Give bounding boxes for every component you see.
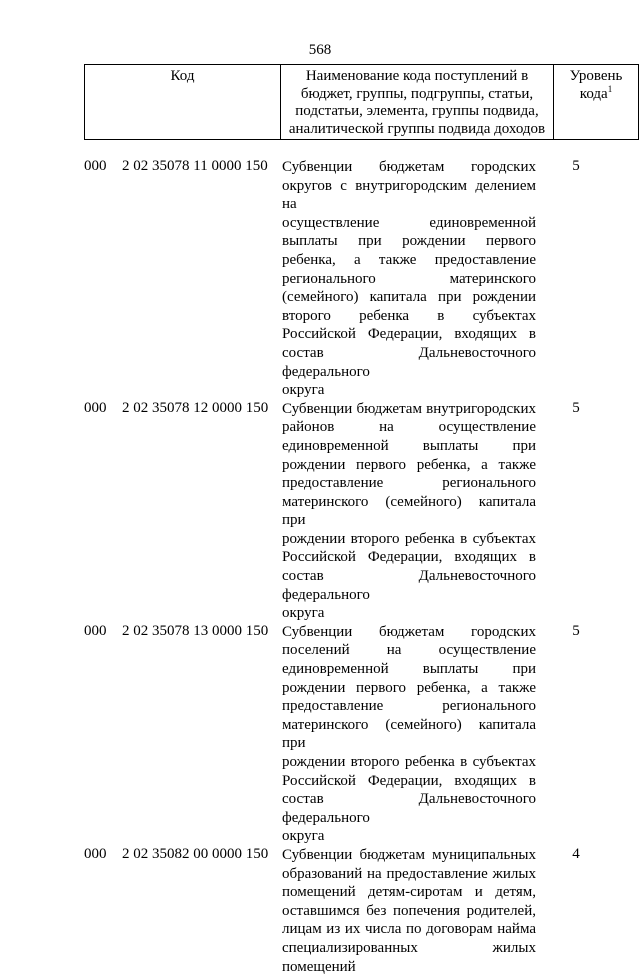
table-row [84, 623, 611, 846]
row-description-line: выплаты при рождении первого [282, 233, 536, 250]
row-admin-code: 000 [84, 622, 107, 639]
row-level: 5 [572, 399, 580, 416]
row-level: 4 [572, 845, 580, 862]
row-description [282, 623, 536, 846]
row-description-line: единовременной выплаты при [282, 661, 536, 678]
row-description-line: Российской Федерации, входящих в [282, 326, 536, 343]
row-description-line: рождении первого ребенка, а также [282, 456, 536, 473]
row-description-line: состав Дальневосточного федерального [282, 344, 536, 380]
header-level [554, 65, 639, 140]
row-description-line: округа [282, 605, 325, 622]
row-description-line: лицам из их числа по договорам найма [282, 921, 536, 938]
table-header [84, 64, 639, 140]
row-description-line: (семейного) капитала при рождении [282, 289, 536, 306]
row-description-line: материнского (семейного) капитала при [282, 493, 536, 529]
row-description-line: ребенка, а также предоставление [282, 251, 536, 268]
row-description-line: Субвенции бюджетам городских [282, 623, 536, 640]
table-row [84, 400, 611, 623]
row-description-line: рождении второго ребенка в субъектах [282, 530, 536, 547]
row-description-line: Российской Федерации, входящих в [282, 772, 536, 789]
row-description-line: специализированных жилых помещений [282, 939, 536, 975]
row-description-line: предоставление регионального [282, 698, 536, 715]
row-admin-code: 000 [84, 399, 107, 416]
header-name-line: Наименование кода поступлений в [305, 68, 529, 84]
row-description-line: рождении второго ребенка в субъектах [282, 754, 536, 770]
header-name [281, 65, 554, 140]
row-description-line: округов с внутригородским делением на [282, 177, 536, 213]
row-income-code: 2 02 35078 12 0000 150 [122, 399, 269, 416]
header-code: Код [85, 65, 281, 140]
row-description-line: районов на осуществление [282, 419, 536, 436]
table-row [84, 158, 611, 400]
row-description-line: осуществление единовременной [282, 214, 536, 231]
row-description-line: регионального материнского [282, 270, 536, 287]
row-description-line: оставшимся без попечения родителей, [282, 902, 536, 919]
row-level: 5 [572, 158, 580, 174]
row-admin-code: 000 [84, 845, 107, 862]
row-description-line: состав Дальневосточного федерального [282, 568, 536, 603]
table-body [84, 158, 611, 976]
row-income-code: 2 02 35078 11 0000 150 [122, 158, 268, 174]
header-name-line: аналитической группы подвида доходов [288, 120, 546, 137]
header-name-line: бюджет, группы, подгруппы, статьи, [300, 85, 534, 102]
row-income-code: 2 02 35082 00 0000 150 [122, 845, 269, 862]
row-description-line: поселений на осуществление [282, 642, 536, 659]
row-description [282, 158, 536, 400]
row-description-line: округа [282, 382, 325, 399]
row-description [282, 846, 536, 976]
row-description-line: единовременной выплаты при [282, 437, 536, 454]
header-name-line: подстатьи, элемента, группы подвида, [295, 103, 539, 119]
row-description-line: образований на предоставление жилых [282, 865, 536, 882]
table-row [84, 846, 611, 976]
footnote-mark: 1 [607, 83, 613, 94]
header-level-label-2: кода [579, 85, 608, 102]
row-level: 5 [572, 622, 580, 639]
row-description-line: Субвенции бюджетам муниципальных [282, 846, 536, 863]
row-description [282, 400, 536, 623]
row-description-line: второго ребенка в субъектах [282, 307, 536, 324]
row-income-code: 2 02 35078 13 0000 150 [122, 622, 269, 639]
row-description-line: Субвенции бюджетам городских [282, 159, 536, 175]
header-level-label: Уровень [569, 68, 623, 84]
row-description-line: состав Дальневосточного федерального [282, 791, 536, 826]
row-admin-code: 000 [84, 158, 107, 174]
row-description-line: округа [282, 828, 325, 845]
row-description-line: помещений детям-сиротам и детям, [282, 884, 536, 901]
row-description-line: Субвенции бюджетам внутригородских [282, 400, 536, 417]
row-description-line: Российской Федерации, входящих в [282, 549, 536, 566]
row-description-line: рождении первого ребенка, а также [282, 679, 536, 696]
row-description-line: предоставление регионального [282, 475, 536, 492]
page-number: 568 [308, 42, 332, 58]
row-description-line: материнского (семейного) капитала при [282, 716, 536, 752]
